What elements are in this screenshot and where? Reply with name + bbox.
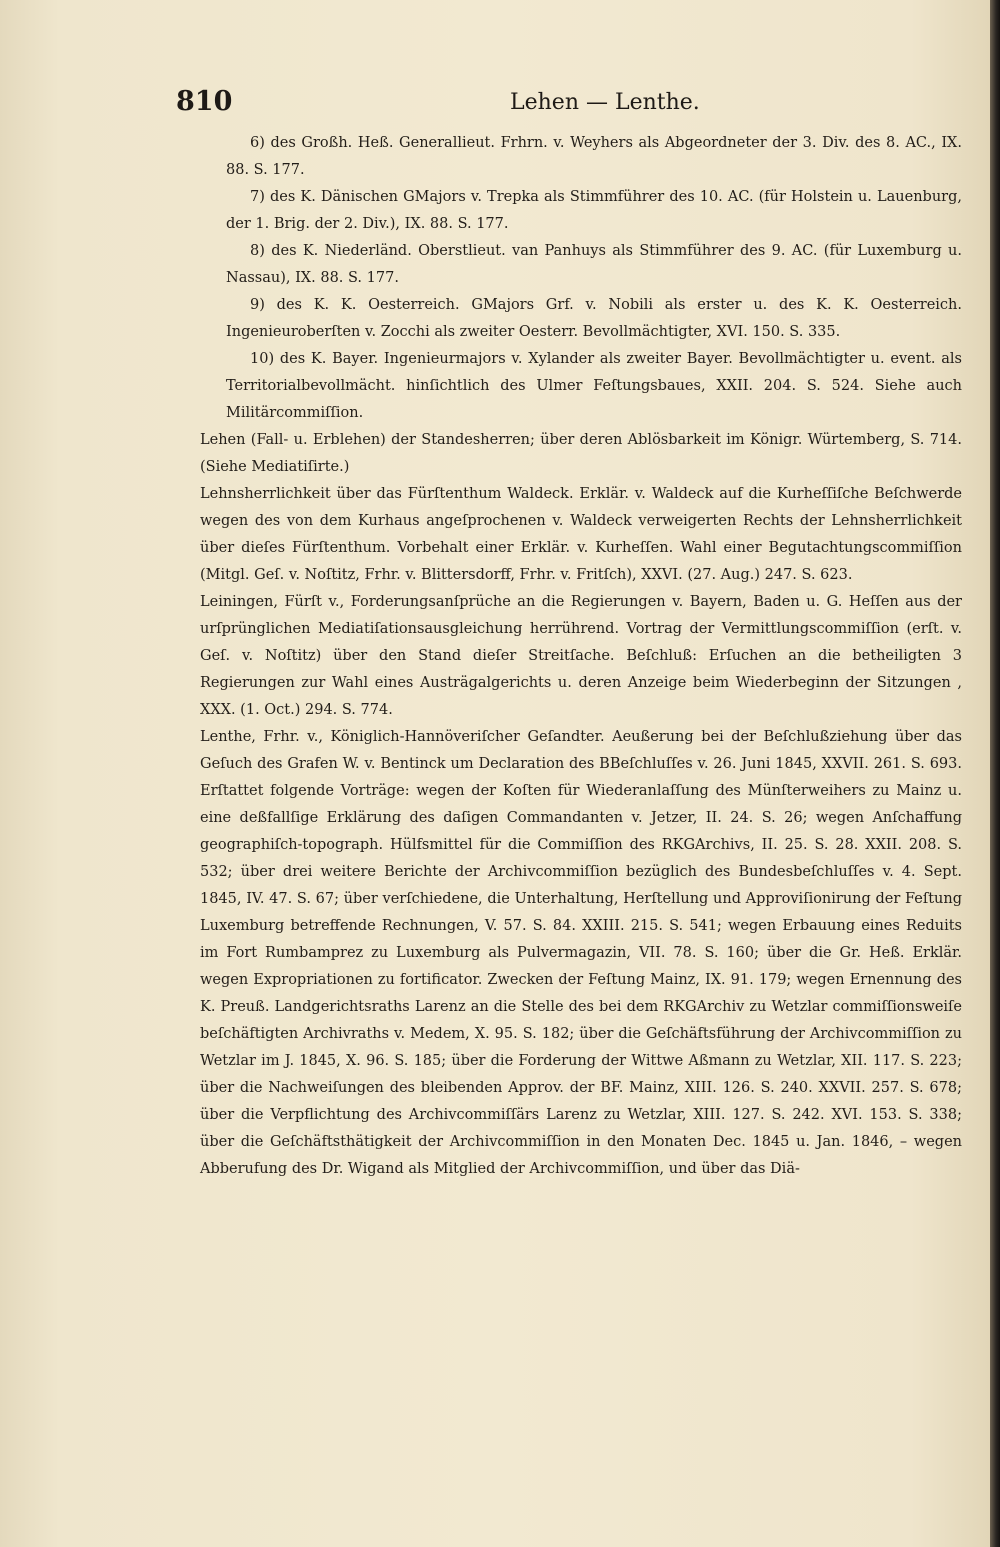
sub-entry-7: 7) des K. Dänischen GMajors v. Trepka als Stimmführer des 10. AC. (für Holstein u. Lauenburg, der 1. Brig. der 2. Div.), IX. 88. S. 177. [226,189,962,232]
running-title: Lehen — Lenthe. [510,90,700,115]
sub-entry-6: 6) des Großh. Heß. Generallieut. Frhrn. v. Weyhers als Abgeordneter der 3. Div. des 8. AC., IX. 88. S. 177. [226,135,962,178]
entry-lehen: Lehen (Fall- u. Erblehen) der Standesherren; über deren Ablösbarkeit im Königr. Würtemberg, S. 714. (Siehe Mediatiſirte.) [200,432,962,475]
entry-lenthe: Lenthe, Frhr. v., Königlich-Hannöveriſcher Geſandter. Aeußerung bei der Beſchlußziehung über das Geſuch des Grafen W. v. Bentinck um Declaration des BBeſchluſſes v. 26. Juni 1845, XXVII. 261. S. 693. Erſtattet folgende Vorträge: wegen der Koſten für Wiederanlaſſung des Münſterweihers zu Mainz u. eine deßfallſige Erklärung des daſigen Commandanten v. Jetzer, II. 24. S. 26; wegen Anſchaffung geographiſch-topograph. Hülfsmittel für die Commiſſion des RKGArchivs, II. 25. S. 28. XXII. 208. S. 532; über drei weitere Berichte der Archivcommiſſion bezüglich des Bundesbeſchluſſes v. 4. Sept. 1845, IV. 47. S. 67; über verſchiedene, die Unterhaltung, Herſtellung und Approviſionirung der Feſtung Luxemburg betreffende Rechnungen, V. 57. S. 84. XXIII. 215. S. 541; wegen Erbauung eines Reduits im Fort Rumbamprez zu Luxemburg als Pulvermagazin, VII. 78. S. 160; über die Gr. Heß. Erklär. wegen Expropriationen zu fortificator. Zwecken der Feſtung Mainz, IX. 91. 179; wegen Ernennung des K. Preuß. Landgerichtsraths Larenz an die Stelle des bei dem RKGArchiv zu Wetzlar commiſſionsweiſe beſchäftigten Archivraths v. Medem, X. 95. S. 182; über die Geſchäftsführung der Archivcommiſſion zu Wetzlar im J. 1845, X. 96. S. 185; über die Forderung der Wittwe Aßmann zu Wetzlar, XII. 117. S. 223; über die Nachweiſungen des bleibenden Approv. der BF. Mainz, XIII. 126. S. 240. XXVII. 257. S. 678; über die Verpflichtung des Archivcommiſſärs Larenz zu Wetzlar, XIII. 127. S. 242. XVI. 153. S. 338; über die Geſchäftsthätigkeit der Archivcommiſſion in den Monaten Dec. 1845 u. Jan. 1846, – wegen Abberufung des Dr. Wigand als Mitglied der Archivcommiſſion, und über das Diä- [200,729,962,1177]
entry-lehnsherrlichkeit: Lehnsherrlichkeit über das Fürſtenthum Waldeck. Erklär. v. Waldeck auf die Kurheſſiſche Beſchwerde wegen des von dem Kurhaus angeſprochenen v. Waldeck verweigerten Rechts der Lehnsherrlichkeit über dieſes Fürſtenthum. Vorbehalt einer Erklär. v. Kurheſſen. Wahl einer Begutachtungscommiſſion (Mitgl. Geſ. v. Noſtitz, Frhr. v. Blittersdorff, Frhr. v. Fritſch), XXVI. (27. Aug.) 247. S. 623. [200,486,962,583]
index-text [200,130,962,1183]
page-header [176,82,936,122]
sub-entry-9: 9) des K. K. Oesterreich. GMajors Grf. v. Nobili als erster u. des K. K. Oesterreich. Ingenieuroberſten v. Zocchi als zweiter Oesterr. Bevollmächtigter, XVI. 150. S. 335. [226,297,962,340]
page-edge-shadow [990,0,1000,1547]
sub-entry-8: 8) des K. Niederländ. Oberstlieut. van Panhuys als Stimmführer des 9. AC. (für Luxemburg u. Nassau), IX. 88. S. 177. [226,243,962,286]
page-number: 810 [176,86,233,117]
sub-entry-10: 10) des K. Bayer. Ingenieurmajors v. Xylander als zweiter Bayer. Bevollmächtigter u. event. als Territorialbevollmächt. hinſichtlich des Ulmer Feſtungsbaues, XXII. 204. S. 524. Siehe auch Militärcommiſſion. [226,351,962,421]
entry-leiningen: Leiningen, Fürſt v., Forderungsanſprüche an die Regierungen v. Bayern, Baden u. G. Heſſen aus der urſprünglichen Mediatiſationsausgleichung herrührend. Vortrag der Vermittlungscommiſſion (erſt. v. Geſ. v. Noſtitz) über den Stand dieſer Streitſache. Beſchluß: Erſuchen an die betheiligten 3 Regierungen zur Wahl eines Austrägalgerichts u. deren Anzeige beim Wiederbeginn der Sitzungen , XXX. (1. Oct.) 294. S. 774. [200,594,962,718]
